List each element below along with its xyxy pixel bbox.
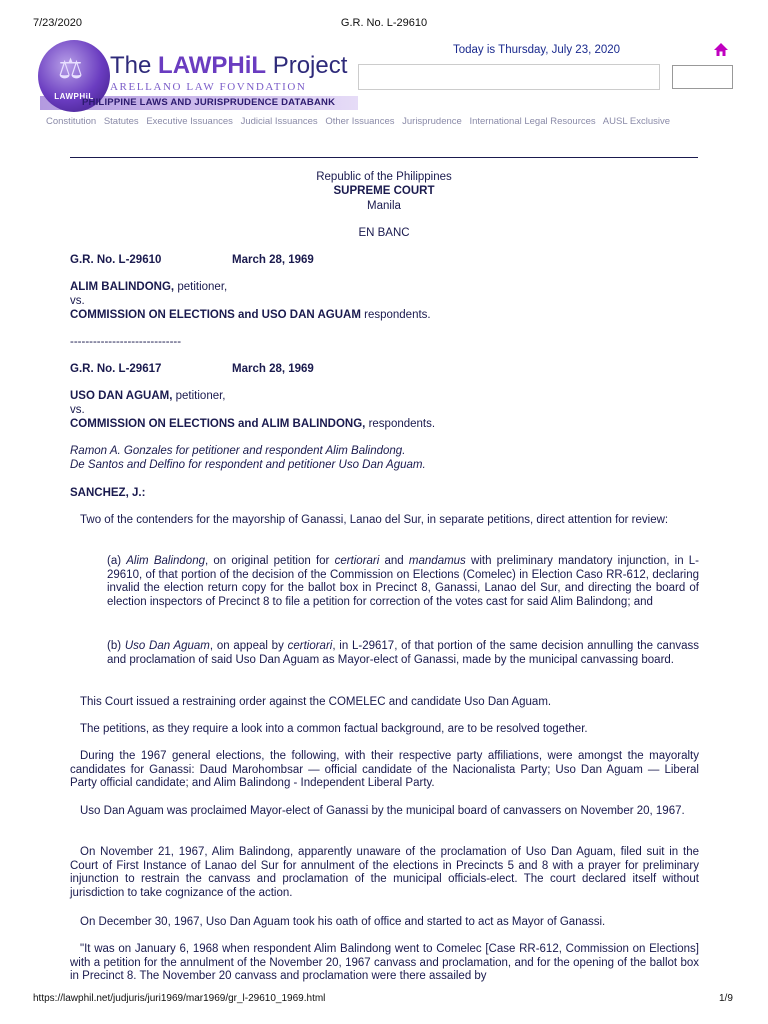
- search-button[interactable]: [672, 65, 733, 89]
- division: EN BANC: [358, 227, 410, 239]
- ponente: SANCHEZ, J.:: [70, 487, 146, 499]
- today-date: Today is Thursday, July 23, 2020: [453, 44, 621, 56]
- pa-prefix: (a): [107, 555, 127, 567]
- case1-respondent-line: [70, 309, 431, 323]
- nav-judicial-issuances[interactable]: Judicial Issuances: [240, 116, 318, 127]
- paragraph-restraining-order: This Court issued a restraining order against the COMELEC and candidate Uso Dan Aguam.: [80, 696, 552, 708]
- nav-constitution[interactable]: Constitution: [46, 116, 97, 127]
- case2-respondents: COMMISSION ON ELECTIONS and ALIM BALINDONG,: [70, 418, 366, 430]
- pb-prefix: (b): [107, 640, 125, 652]
- case2-petitioner-line: [70, 390, 226, 404]
- paragraph-cfi-suit: On November 21, 1967, Alim Balindong, apparently unaware of the proclamation of Uso Dan Aguam, filed suit in the Court of First Instance of Lanao del Sur for annulment of the elections in Precincts 5 and 8 with a prayer for preliminary injunction to restrain the canvass and proclamation of the municipal officials-elect. The court declared itself without jurisdiction to take cognizance of the action.: [70, 846, 699, 899]
- brand-the: The: [110, 52, 159, 79]
- pb-name: Uso Dan Aguam: [124, 640, 210, 652]
- case2-petitioner: USO DAN AGUAM,: [70, 390, 173, 402]
- case2-vs: vs.: [70, 404, 85, 416]
- case2-date: March 28, 1969: [232, 363, 314, 375]
- pa-text-3: with preliminary mandatory injunction, in L-29610, of that portion of the decision of the Commission on Elections (Comelec) in Election Caso RR-612, declaring invalid the election return copy for the ballot box in Precinct 8, Ganassi, Lanao del Sur, and directing the board of election inspectors of Precinct 8 to file a petition for correction of the votes cast for said Alim Balindong; and: [107, 555, 700, 608]
- pa-text-2: and: [379, 555, 409, 567]
- case1-date: March 28, 1969: [232, 254, 314, 266]
- foundation-name: ARELLANO LAW FOVNDATION: [110, 81, 307, 93]
- paragraph-a: [107, 555, 699, 609]
- search-input[interactable]: [358, 64, 660, 90]
- case2-gr: G.R. No. L-29617: [70, 363, 162, 375]
- scales-icon: ⚖: [58, 52, 84, 85]
- databank-banner: PHILIPPINE LAWS AND JURISPRUDENCE DATABANK: [82, 97, 336, 108]
- case-separator: -----------------------------: [70, 336, 182, 348]
- nav-statutes[interactable]: Statutes: [103, 116, 139, 127]
- case2-resp-role: respondents.: [365, 418, 436, 430]
- page-number: 1/9: [719, 993, 733, 1004]
- counsel-1: Ramon A. Gonzales for petitioner and respondent Alim Balindong.: [70, 445, 406, 457]
- paragraph-oath: On December 30, 1967, Uso Dan Aguam took his oath of office and started to act as Mayor of Ganassi.: [80, 916, 606, 928]
- case1-petitioner: ALIM BALINDONG,: [70, 281, 175, 293]
- pb-text-2: , in L-29617, of that portion of the same decision annulling the canvass and proclamation of said Uso Dan Aguam as Mayor-elect of Ganassi, made by the municipal canvassing board.: [107, 640, 699, 666]
- header-divider: [70, 157, 698, 158]
- counsel-2: De Santos and Delfino for respondent and petitioner Uso Dan Aguam.: [70, 459, 426, 471]
- pb-text-1: , on appeal by: [209, 640, 288, 652]
- case1-vs: vs.: [70, 295, 85, 307]
- nav-other-issuances[interactable]: Other Issuances: [325, 116, 395, 127]
- nav-jurisprudence[interactable]: Jurisprudence: [402, 116, 462, 127]
- republic-line: Republic of the Philippines: [316, 171, 452, 183]
- court-name: SUPREME COURT: [333, 185, 435, 197]
- main-nav: [46, 116, 675, 127]
- case1-respondents: COMMISSION ON ELECTIONS and USO DAN AGUAM: [70, 309, 361, 321]
- paragraph-intro: Two of the contenders for the mayorship of Ganassi, Lanao del Sur, in separate petitions, direct attention for review:: [80, 514, 669, 526]
- case1-resp-role: respondents.: [360, 309, 431, 321]
- case1-pet-role: petitioner,: [174, 281, 228, 293]
- case1-petitioner-line: [70, 281, 227, 295]
- brand-name: LAWPHiL: [158, 52, 267, 79]
- brand-project: Project: [266, 52, 348, 79]
- paragraph-comelec-quote: "It was on January 6, 1968 when respondent Alim Balindong went to Comelec [Case RR-612, Commission on Elections] with a petition for the annulment of the November 20, 1967 canvass and proclamation, and for the opening of the ballot box in Precinct 8. The November 20 canvass and proclamation were there assailed by: [70, 943, 699, 982]
- nav-ausl-exclusive[interactable]: AUSL Exclusive: [602, 116, 671, 127]
- pa-text-1: , on original petition for: [204, 555, 335, 567]
- logo-label: LAWPHiL: [54, 92, 94, 101]
- paragraph-proclaimed: Uso Dan Aguam was proclaimed Mayor-elect of Ganassi by the municipal board of canvassers on November 20, 1967.: [80, 805, 685, 817]
- pa-mandamus: mandamus: [408, 555, 466, 567]
- page-url: https://lawphil.net/judjuris/juri1969/mar1969/gr_l-29610_1969.html: [33, 993, 326, 1004]
- paragraph-candidates: During the 1967 general elections, the following, with their respective party affiliations, were amongst the mayoralty candidates for Ganassi: Daud Marohombsar — official candidate of the Nacionalista Party; Uso Dan Aguam — Liberal Party official candidate; and Alim Balindong - Independent Liberal Party.: [70, 750, 699, 789]
- court-city: Manila: [367, 200, 401, 212]
- pb-certiorari: certiorari: [287, 640, 333, 652]
- paragraph-resolved-together: The petitions, as they require a look into a common factual background, are to be resolved together.: [80, 723, 588, 735]
- print-title: G.R. No. L-29610: [340, 17, 428, 29]
- paragraph-b: [107, 640, 699, 667]
- print-date: 7/23/2020: [33, 17, 82, 29]
- nav-international-legal-resources[interactable]: International Legal Resources: [469, 116, 596, 127]
- nav-executive-issuances[interactable]: Executive Issuances: [146, 116, 233, 127]
- home-icon[interactable]: [713, 42, 729, 58]
- case2-respondent-line: [70, 418, 435, 432]
- pa-certiorari: certiorari: [334, 555, 380, 567]
- pa-name: Alim Balindong: [126, 555, 205, 567]
- site-brand[interactable]: [110, 52, 347, 80]
- case2-pet-role: petitioner,: [172, 390, 226, 402]
- case1-gr: G.R. No. L-29610: [70, 254, 162, 266]
